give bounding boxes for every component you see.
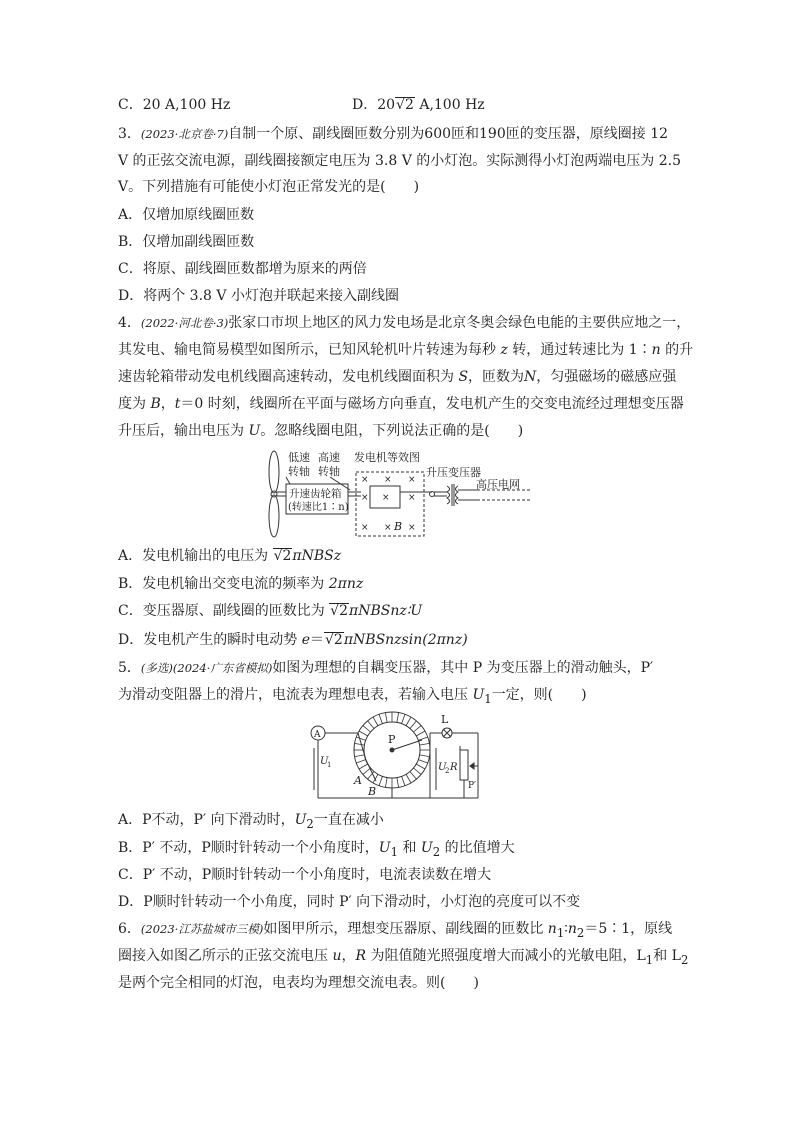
label-transformer: 升压变压器 bbox=[426, 466, 481, 479]
rheostat-R bbox=[460, 750, 468, 780]
text: ，匀强磁场的磁感应强 bbox=[536, 369, 677, 385]
q5-line2 bbox=[118, 685, 587, 709]
label-L: L bbox=[441, 713, 449, 726]
question-source: (2024·广东省模拟) bbox=[172, 661, 273, 675]
sqrt-symbol: √2 bbox=[324, 632, 343, 648]
cross-mark: × bbox=[361, 523, 369, 533]
question-number: 6． bbox=[118, 921, 141, 937]
q4-line4 bbox=[118, 394, 684, 414]
q4-line1 bbox=[118, 313, 690, 333]
question-tag: (多选) bbox=[140, 661, 173, 675]
question-number: 4． bbox=[118, 315, 141, 331]
subscript: 1 bbox=[484, 691, 492, 706]
var-S: S bbox=[458, 369, 469, 385]
winding-tick bbox=[402, 714, 405, 723]
text: 的比值增大 bbox=[440, 840, 515, 856]
q3-line1 bbox=[118, 124, 668, 144]
label-shaft-1: 转轴 bbox=[288, 465, 310, 478]
cross-mark: × bbox=[361, 493, 369, 503]
text: 的升 bbox=[660, 342, 694, 358]
var-t: t bbox=[174, 396, 181, 412]
winding-tick bbox=[406, 774, 411, 783]
winding-tick bbox=[379, 776, 382, 785]
label-B: B bbox=[368, 785, 377, 798]
winding-tick bbox=[413, 726, 421, 732]
text: ，匝数为 bbox=[468, 369, 525, 385]
cross-mark: × bbox=[361, 475, 369, 485]
subscript: 2 bbox=[432, 844, 441, 859]
winding-tick bbox=[397, 778, 399, 788]
subscript: 1 bbox=[556, 925, 565, 940]
sqrt-radicand: 2 bbox=[404, 97, 414, 113]
q4-line2 bbox=[118, 340, 693, 360]
winding-tick bbox=[379, 714, 382, 723]
text: ∶ bbox=[564, 921, 568, 937]
var-U: U bbox=[378, 840, 391, 856]
question-text: 张家口市坝上地区的风力发电场是北京冬奥会绿色电能的主要供应地之一， bbox=[228, 315, 691, 331]
q3-option-a: A．仅增加原线圈匝数 bbox=[118, 207, 255, 223]
cross-mark: × bbox=[384, 475, 392, 485]
subscript: 1 bbox=[390, 844, 398, 859]
winding-tick bbox=[359, 764, 368, 769]
winding-tick bbox=[385, 778, 387, 788]
winding-tick bbox=[363, 768, 371, 774]
subscript: 1 bbox=[645, 952, 654, 967]
q4-option-c bbox=[118, 601, 422, 621]
label-R: R bbox=[450, 762, 458, 773]
text: 度为 bbox=[118, 396, 151, 412]
label-grid: 高压电网 bbox=[476, 478, 520, 491]
text: A．发电机输出的电压为 bbox=[118, 548, 273, 564]
text: 速齿轮箱带动发电机线圈高速转动，发电机线圈面积为 bbox=[118, 369, 459, 385]
subscript: 1 bbox=[327, 761, 332, 769]
sqrt-radicand: 2 bbox=[282, 548, 292, 564]
var-B: B bbox=[150, 396, 161, 412]
turbine-blade-bottom bbox=[269, 495, 279, 537]
question-source: (2023·北京卷·7) bbox=[140, 127, 229, 141]
label-high-speed: 高速 bbox=[318, 451, 340, 464]
q3-line2: V 的正弦交流电源，副线圈接额定电压为 3.8 V 的小灯泡。实际测得小灯泡两端电压为 2.5 bbox=[118, 153, 681, 169]
cross-mark: × bbox=[382, 493, 390, 503]
var-u: u bbox=[332, 948, 342, 964]
expression: πNBSz bbox=[292, 548, 342, 564]
text: C．变压器原、副线圈的匝数比为 bbox=[118, 603, 330, 619]
winding-tick bbox=[355, 743, 365, 745]
q5-line1 bbox=[118, 658, 653, 678]
text: 转，通过转速比为 1∶ bbox=[507, 342, 652, 358]
winding-tick bbox=[416, 731, 425, 736]
question-number: 5． bbox=[118, 660, 141, 676]
cross-mark: × bbox=[408, 493, 416, 503]
text: ， bbox=[160, 396, 175, 412]
var-U: U bbox=[294, 812, 307, 828]
winding-tick bbox=[418, 760, 427, 763]
text: 其发电、输电简易模型如图所示，已知风轮机叶片转速为每秒 bbox=[118, 342, 501, 358]
cross-mark: × bbox=[408, 523, 416, 533]
winding-tick bbox=[355, 755, 365, 757]
winding-tick bbox=[402, 776, 405, 785]
label-Pprime: P′ bbox=[468, 781, 477, 791]
expression: πNBSnzsin(2πnz) bbox=[343, 632, 468, 648]
label-U2: U bbox=[438, 762, 447, 773]
label-shaft-2: 转轴 bbox=[318, 465, 340, 478]
text: 升压后，输出电压为 bbox=[118, 423, 249, 439]
var-U: U bbox=[248, 423, 261, 439]
turbine-blade-top bbox=[269, 451, 279, 493]
winding-tick bbox=[410, 721, 416, 729]
winding-tick bbox=[397, 713, 399, 723]
text: 一定，则( ) bbox=[491, 687, 587, 703]
cross-mark: × bbox=[384, 523, 392, 533]
q4-option-d bbox=[118, 630, 468, 650]
winding-tick bbox=[413, 768, 421, 774]
winding-tick bbox=[356, 737, 365, 740]
label-gearbox-ratio: (转速比1∶n) bbox=[288, 502, 349, 513]
winding-tick bbox=[363, 726, 371, 732]
winding-tick bbox=[385, 713, 387, 723]
var-N: N bbox=[524, 369, 537, 385]
q4-line5 bbox=[118, 421, 523, 441]
winding-tick bbox=[368, 721, 374, 729]
sqrt-radicand: 2 bbox=[339, 603, 349, 619]
cross-mark: × bbox=[408, 475, 416, 485]
question-text: 自制一个原、副线圈匝数分别为600匝和190匝的变压器，原线圈接 12 bbox=[228, 126, 669, 142]
winding-tick bbox=[406, 717, 411, 726]
var-U: U bbox=[472, 687, 485, 703]
wind-generator-figure bbox=[262, 450, 542, 542]
text: ＝0 时刻，线圈所在平面与磁场方向垂直，发电机产生的交变电流经过理想变压器 bbox=[180, 396, 684, 412]
question-source: (2023·江苏盐城市三模) bbox=[140, 922, 264, 936]
label-low-speed: 低速 bbox=[288, 451, 310, 464]
subscript: 2 bbox=[680, 952, 689, 967]
q6-line2 bbox=[118, 946, 688, 970]
q3-option-d: D．将两个 3.8 V 小灯泡并联起来接入副线圈 bbox=[118, 288, 399, 304]
label-field-B: B bbox=[394, 520, 403, 533]
var-n: n bbox=[547, 921, 557, 937]
var-R: R bbox=[355, 948, 367, 964]
text: 和 L bbox=[653, 948, 681, 964]
winding-tick bbox=[416, 764, 425, 769]
var-n: n bbox=[651, 342, 661, 358]
option-d-prev bbox=[352, 95, 485, 115]
q6-line1 bbox=[118, 919, 672, 943]
question-source: (2022·河北卷·3) bbox=[140, 316, 229, 330]
option-d-value: D．20 bbox=[352, 97, 396, 113]
var-z: z bbox=[500, 342, 508, 358]
winding-tick bbox=[410, 771, 416, 779]
label-U1: U bbox=[320, 756, 329, 767]
q6-line3: 是两个完全相同的灯泡，电表均为理想交流电表。则( ) bbox=[118, 975, 479, 991]
sqrt-radicand: 2 bbox=[333, 632, 343, 648]
text: ， bbox=[341, 948, 356, 964]
var-U: U bbox=[420, 840, 433, 856]
q5-option-b bbox=[118, 838, 515, 862]
q3-line3: V。下列措施有可能使小灯泡正常发光的是( ) bbox=[118, 179, 420, 195]
q5-option-d: D．P顺时针转动一个小角度，同时 P′ 向下滑动时，小灯泡的亮度可以不变 bbox=[118, 894, 581, 910]
q4-option-a bbox=[118, 546, 341, 566]
label-gearbox: 升速齿轮箱 bbox=[289, 488, 342, 500]
option-d-unit: A,100 Hz bbox=[414, 97, 485, 113]
winding-tick bbox=[359, 731, 368, 736]
question-number: 3． bbox=[118, 126, 141, 142]
text: ＝ bbox=[309, 632, 324, 648]
subscript: 2 bbox=[576, 925, 585, 940]
label-P: P bbox=[388, 733, 396, 746]
winding-tick bbox=[418, 737, 427, 740]
question-text: 如图甲所示，理想变压器原、副线圈的匝数比 bbox=[263, 921, 548, 937]
sqrt-symbol: √2 bbox=[396, 97, 414, 113]
text: 为滑动变阻器上的滑片，电流表为理想电表，若输入电压 bbox=[118, 687, 473, 703]
ammeter-label: A bbox=[314, 730, 321, 740]
q3-option-c: C．将原、副线圈匝数都增为原来的两倍 bbox=[118, 261, 367, 277]
text: 为阻值随光照强度增大而减小的光敏电阻，L bbox=[366, 948, 646, 964]
text: B．P′ 不动，P顺时针转动一个小角度时， bbox=[118, 840, 379, 856]
sqrt-symbol: √2 bbox=[330, 603, 349, 619]
question-text: 如图为理想的自耦变压器，其中 P 为变压器上的滑动触头，P′ bbox=[272, 660, 654, 676]
text: ＝5∶1，原线 bbox=[584, 921, 673, 937]
text: 和 bbox=[398, 840, 421, 856]
text: 圈接入如图乙所示的正弦交流电压 bbox=[118, 948, 333, 964]
subscript: 2 bbox=[306, 816, 314, 831]
var-e: e bbox=[301, 632, 310, 648]
winding-tick bbox=[420, 743, 430, 745]
label-A: A bbox=[354, 774, 362, 787]
q4-option-b bbox=[118, 574, 363, 594]
subscript: 2 bbox=[445, 767, 450, 775]
q4-line3 bbox=[118, 367, 676, 387]
autotransformer-figure bbox=[310, 708, 496, 804]
q3-option-b: B．仅增加副线圈匝数 bbox=[118, 234, 255, 250]
winding-tick bbox=[356, 760, 365, 763]
text: D．发电机产生的瞬时电动势 bbox=[118, 632, 302, 648]
option-c-prev: C．20 A,100 Hz bbox=[118, 97, 231, 113]
text: 。忽略线圈电阻，下列说法正确的是( ) bbox=[260, 423, 524, 439]
text: B．发电机输出交变电流的频率为 bbox=[118, 576, 329, 592]
q5-option-c: C．P′ 不动，P顺时针转动一个小角度时，电流表读数在增大 bbox=[118, 867, 492, 883]
text: A．P不动，P′ 向下滑动时， bbox=[118, 812, 295, 828]
q5-option-a bbox=[118, 810, 384, 834]
label-generator: 发电机等效图 bbox=[354, 451, 420, 464]
sqrt-symbol: √2 bbox=[273, 548, 292, 564]
var-n: n bbox=[567, 921, 577, 937]
winding-tick bbox=[420, 755, 430, 757]
text: 一直在减小 bbox=[313, 812, 384, 828]
winding-tick bbox=[373, 717, 378, 726]
expression: 2πnz bbox=[328, 576, 364, 592]
expression: πNBSnz∶U bbox=[349, 603, 423, 619]
